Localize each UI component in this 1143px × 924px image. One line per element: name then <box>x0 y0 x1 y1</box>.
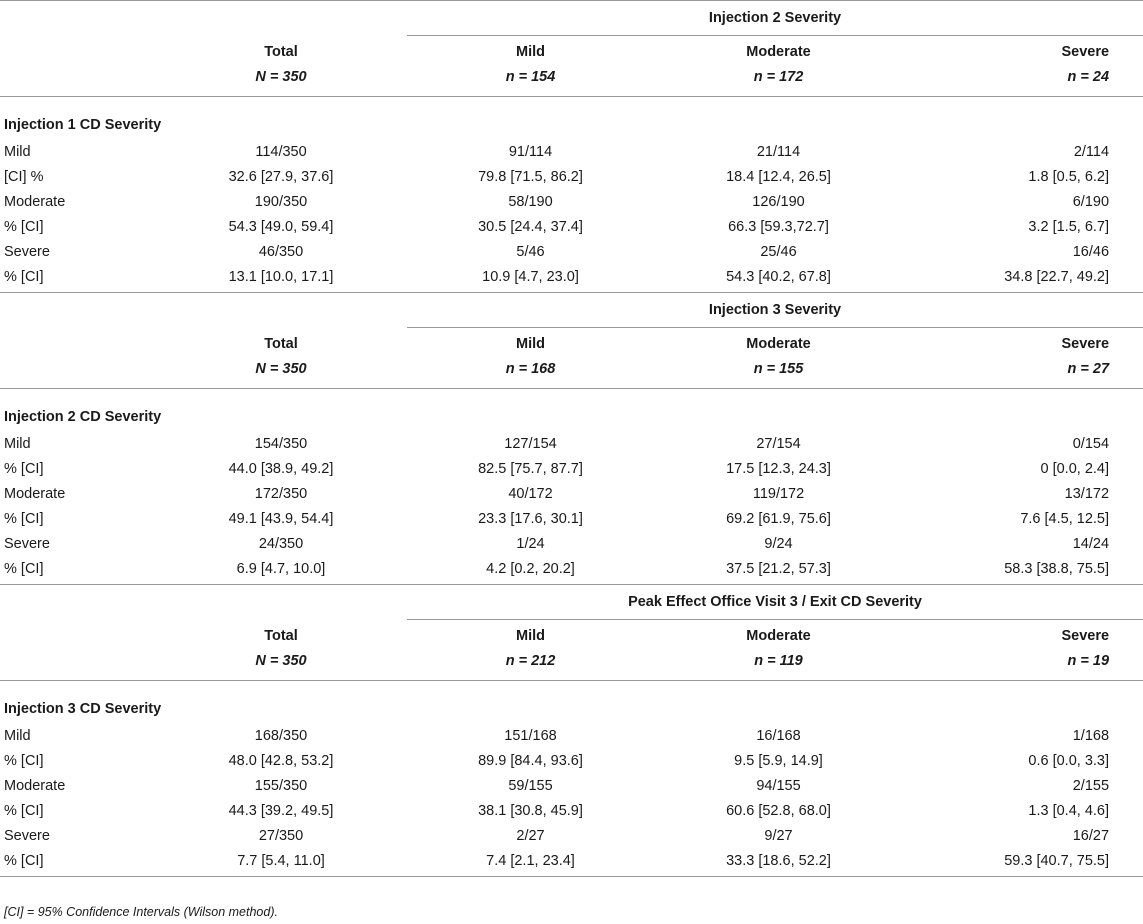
column-n-mild: n = 154 <box>407 64 654 97</box>
table-body <box>0 1 1143 877</box>
table-row <box>0 239 1143 264</box>
moderate-value: 27/154 <box>756 435 801 452</box>
empty-cell <box>155 293 407 328</box>
mild-value: 38.1 [30.8, 45.9] <box>478 802 583 819</box>
severe-value: 0 [0.0, 2.4] <box>1040 460 1110 477</box>
column-n-severe: n = 19 <box>903 648 1143 681</box>
moderate-value: 16/168 <box>756 727 801 744</box>
moderate-value: 60.6 [52.8, 68.0] <box>726 802 831 819</box>
table-row <box>0 848 1143 877</box>
moderate-value: 126/190 <box>752 193 805 210</box>
table-row <box>0 823 1143 848</box>
row-label: % [CI] <box>4 802 44 819</box>
table-row <box>0 214 1143 239</box>
row-label: Mild <box>4 435 31 452</box>
moderate-value: 33.3 [18.6, 52.2] <box>654 848 903 877</box>
mild-value: 10.9 [4.7, 23.0] <box>407 264 654 293</box>
table-row <box>0 773 1143 798</box>
severe-value: 0.6 [0.0, 3.3] <box>1028 752 1110 769</box>
row-label: % [CI] <box>0 556 155 585</box>
total-column-header: Total <box>264 43 298 60</box>
column-n-row <box>0 64 1143 97</box>
row-label: % [CI] <box>4 752 44 769</box>
mild-value: 40/172 <box>508 485 553 502</box>
column-n-row <box>0 356 1143 389</box>
empty-cell <box>155 1 407 36</box>
column-label-row <box>0 36 1143 65</box>
total-value: 44.0 [38.9, 49.2] <box>228 460 334 477</box>
total-value: 190/350 <box>254 193 308 210</box>
mild-value: 23.3 [17.6, 30.1] <box>478 510 583 527</box>
row-label: Severe <box>4 827 50 844</box>
moderate-value: 9.5 [5.9, 14.9] <box>734 752 823 769</box>
row-group-header-row <box>0 389 1143 432</box>
column-header-mild: Mild <box>516 44 545 60</box>
table-footnote: [CI] = 95% Confidence Intervals (Wilson method). <box>4 905 278 919</box>
row-label: Moderate <box>4 193 66 210</box>
row-label: % [CI] <box>4 460 44 477</box>
mild-value: 59/155 <box>508 777 553 794</box>
moderate-value: 9/24 <box>764 535 793 552</box>
empty-cell <box>0 620 155 649</box>
row-label: Moderate <box>4 777 66 794</box>
column-n-severe: n = 24 <box>903 64 1143 97</box>
moderate-value: 21/114 <box>756 143 801 160</box>
empty-cell <box>155 585 407 620</box>
severity-group-header: Peak Effect Office Visit 3 / Exit CD Severity <box>407 585 1143 620</box>
moderate-value: 18.4 [12.4, 26.5] <box>726 168 831 185</box>
table-row <box>0 506 1143 531</box>
severity-group-header: Injection 3 Severity <box>407 293 1143 328</box>
total-n: N = 350 <box>155 356 407 389</box>
moderate-value: 9/27 <box>764 827 793 844</box>
table-row <box>0 139 1143 164</box>
column-header-moderate: Moderate <box>746 336 811 352</box>
severe-value: 0/154 <box>1072 435 1110 452</box>
column-n-severe: n = 27 <box>903 356 1143 389</box>
total-value: 27/350 <box>258 827 304 844</box>
total-value: 6.9 [4.7, 10.0] <box>155 556 407 585</box>
mild-value: 127/154 <box>504 435 557 452</box>
moderate-value: 25/46 <box>760 243 797 260</box>
total-n: N = 350 <box>155 64 407 97</box>
severity-group-header-row <box>0 293 1143 328</box>
row-label: % [CI] <box>0 848 155 877</box>
column-header-moderate: Moderate <box>746 44 811 60</box>
severe-value: 16/27 <box>1072 827 1110 844</box>
mild-value: 79.8 [71.5, 86.2] <box>478 168 583 185</box>
mild-value: 58/190 <box>508 193 553 210</box>
column-n-mild: n = 168 <box>407 356 654 389</box>
table-row <box>0 264 1143 293</box>
severe-value: 3.2 [1.5, 6.7] <box>1028 218 1110 235</box>
row-group-header: Injection 3 CD Severity <box>4 701 162 717</box>
total-value: 172/350 <box>254 485 308 502</box>
row-group-header: Injection 2 CD Severity <box>4 409 162 425</box>
severe-value: 16/46 <box>1072 243 1110 260</box>
mild-value: 7.4 [2.1, 23.4] <box>407 848 654 877</box>
table-row <box>0 798 1143 823</box>
table-row <box>0 456 1143 481</box>
total-value: 114/350 <box>255 143 307 160</box>
total-value: 48.0 [42.8, 53.2] <box>228 752 334 769</box>
row-group-header-row <box>0 681 1143 724</box>
empty-cell <box>0 1 155 36</box>
table-row <box>0 556 1143 585</box>
severe-value: 34.8 [22.7, 49.2] <box>903 264 1143 293</box>
column-n-moderate: n = 172 <box>654 64 903 97</box>
table-row <box>0 189 1143 214</box>
severe-value: 14/24 <box>1072 535 1110 552</box>
empty-cell <box>0 648 155 681</box>
table-row <box>0 748 1143 773</box>
table-row <box>0 481 1143 506</box>
mild-value: 2/27 <box>516 827 545 844</box>
severe-value: 1.8 [0.5, 6.2] <box>1028 168 1110 185</box>
total-n: N = 350 <box>155 648 407 681</box>
total-value: 32.6 [27.9, 37.6] <box>228 168 334 185</box>
total-value: 54.3 [49.0, 59.4] <box>228 218 334 235</box>
total-value: 46/350 <box>258 243 304 260</box>
mild-value: 89.9 [84.4, 93.6] <box>478 752 583 769</box>
mild-value: 5/46 <box>516 243 545 260</box>
severe-value: 7.6 [4.5, 12.5] <box>1020 510 1110 527</box>
empty-cell <box>0 585 155 620</box>
row-label: [CI] % <box>4 168 44 185</box>
total-column-header: Total <box>264 335 298 352</box>
row-label: Severe <box>4 535 50 552</box>
row-group-header: Injection 1 CD Severity <box>4 117 162 133</box>
column-label-row <box>0 328 1143 357</box>
row-group-header-row <box>0 97 1143 140</box>
row-label: % [CI] <box>4 510 44 527</box>
moderate-value: 94/155 <box>756 777 801 794</box>
severe-value: 59.3 [40.7, 75.5] <box>903 848 1143 877</box>
column-n-mild: n = 212 <box>407 648 654 681</box>
mild-value: 91/114 <box>508 143 553 160</box>
column-header-severe: Severe <box>1061 336 1110 352</box>
moderate-value: 66.3 [59.3,72.7] <box>728 218 829 235</box>
total-value: 24/350 <box>258 535 304 552</box>
moderate-value: 54.3 [40.2, 67.8] <box>654 264 903 293</box>
severe-value: 1/168 <box>1072 727 1110 744</box>
mild-value: 151/168 <box>504 727 557 744</box>
empty-cell <box>0 36 155 65</box>
total-value: 49.1 [43.9, 54.4] <box>228 510 334 527</box>
table-row <box>0 531 1143 556</box>
mild-value: 82.5 [75.7, 87.7] <box>478 460 583 477</box>
column-n-row <box>0 648 1143 681</box>
column-header-mild: Mild <box>516 628 545 644</box>
moderate-value: 69.2 [61.9, 75.6] <box>726 510 831 527</box>
empty-cell <box>0 64 155 97</box>
column-header-mild: Mild <box>516 336 545 352</box>
empty-cell <box>0 328 155 357</box>
severe-value: 2/155 <box>1072 777 1110 794</box>
empty-cell <box>0 356 155 389</box>
row-label: % [CI] <box>0 264 155 293</box>
mild-value: 1/24 <box>516 535 545 552</box>
row-label: Severe <box>4 243 50 260</box>
moderate-value: 37.5 [21.2, 57.3] <box>654 556 903 585</box>
total-value: 154/350 <box>254 435 308 452</box>
severe-value: 1.3 [0.4, 4.6] <box>1028 802 1110 819</box>
moderate-value: 119/172 <box>752 485 805 502</box>
row-label: Mild <box>4 727 31 744</box>
severe-value: 58.3 [38.8, 75.5] <box>903 556 1143 585</box>
column-header-moderate: Moderate <box>746 628 811 644</box>
mild-value: 4.2 [0.2, 20.2] <box>407 556 654 585</box>
severity-group-header-row <box>0 1 1143 36</box>
column-label-row <box>0 620 1143 649</box>
column-n-moderate: n = 155 <box>654 356 903 389</box>
column-n-moderate: n = 119 <box>654 648 903 681</box>
severity-group-header-row <box>0 585 1143 620</box>
total-value: 155/350 <box>254 777 308 794</box>
row-label: % [CI] <box>4 218 44 235</box>
table-row <box>0 164 1143 189</box>
total-value: 168/350 <box>254 727 308 744</box>
severe-value: 2/114 <box>1073 143 1110 160</box>
row-label: Moderate <box>4 485 66 502</box>
total-value: 13.1 [10.0, 17.1] <box>155 264 407 293</box>
total-value: 7.7 [5.4, 11.0] <box>155 848 407 877</box>
table-row <box>0 431 1143 456</box>
total-column-header: Total <box>264 627 298 644</box>
empty-cell <box>0 293 155 328</box>
total-value: 44.3 [39.2, 49.5] <box>228 802 334 819</box>
column-header-severe: Severe <box>1061 628 1110 644</box>
severe-value: 13/172 <box>1064 485 1110 502</box>
moderate-value: 17.5 [12.3, 24.3] <box>726 460 831 477</box>
mild-value: 30.5 [24.4, 37.4] <box>478 218 583 235</box>
table-row <box>0 723 1143 748</box>
row-label: Mild <box>4 143 31 160</box>
column-header-severe: Severe <box>1061 44 1110 60</box>
severity-group-header: Injection 2 Severity <box>407 1 1143 36</box>
severe-value: 6/190 <box>1072 193 1110 210</box>
